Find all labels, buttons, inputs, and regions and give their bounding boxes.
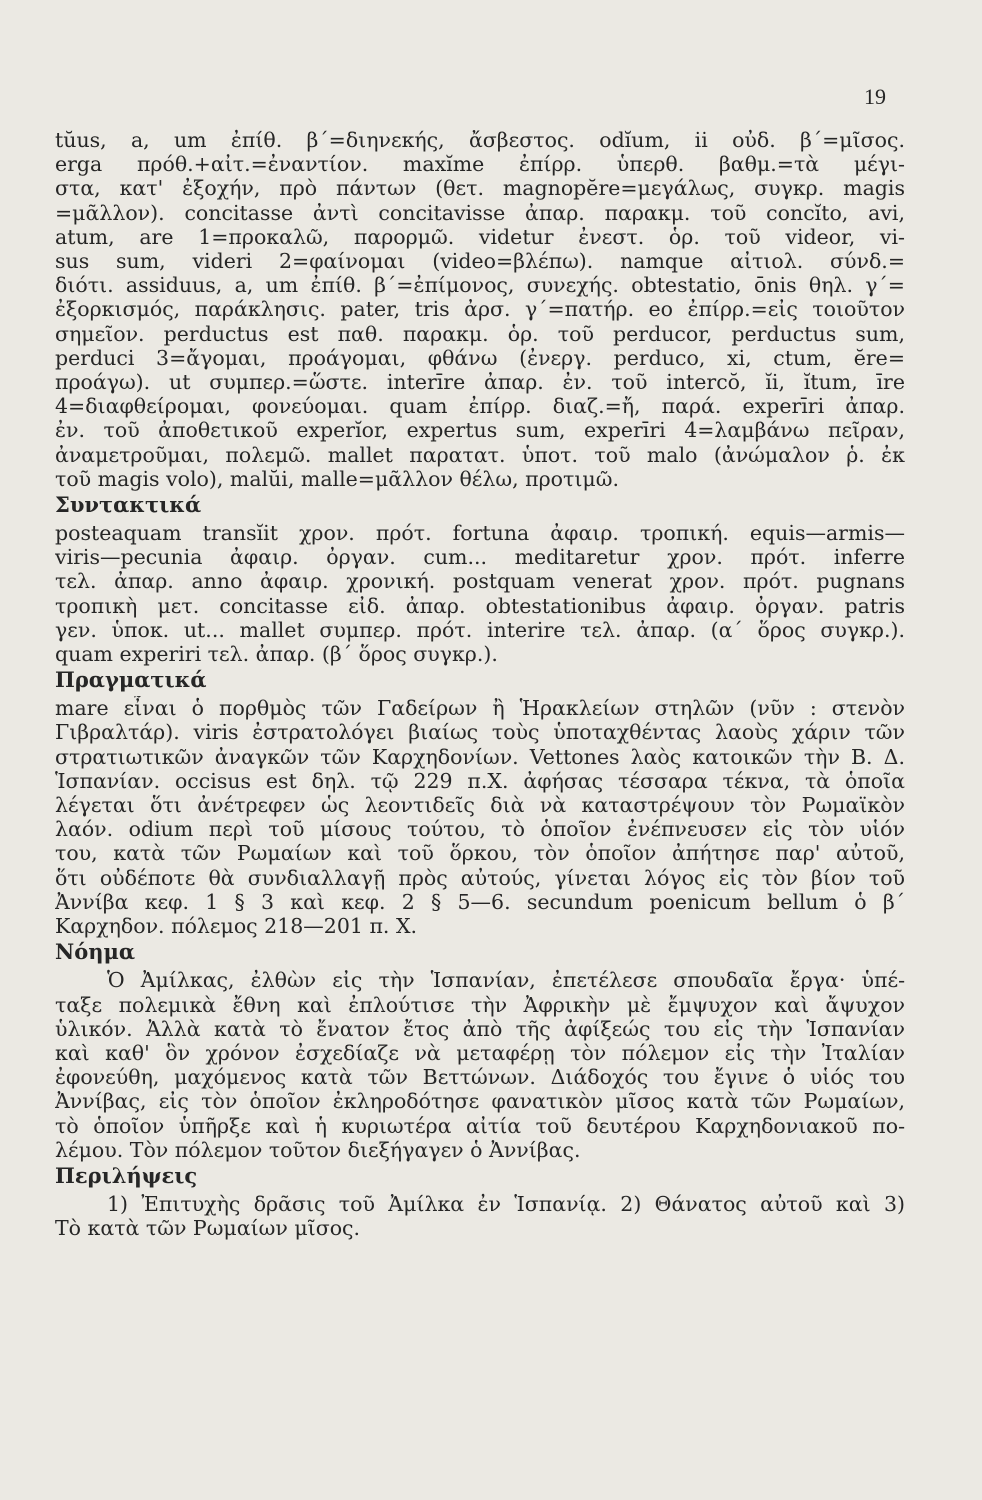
pragmatika-line: Ἀννίβα κεφ. 1 § 3 καὶ κεφ. 2 § 5—6. secundum poenicum bellum ὁ β΄ <box>55 889 905 914</box>
perilipseis-heading: Περιλήψεις <box>55 1162 198 1188</box>
vocabulary-line: sus sum, videri 2=φαίνομαι (video=βλέπω). namque αἰτιολ. σύνδ.= <box>55 249 905 274</box>
pragmatika-line: ὅτι οὐδέποτε θὰ συνδιαλλαγῇ πρὸς αὐτούς, γίνεται λόγος εἰς τὸν βίον τοῦ <box>55 865 905 890</box>
syntaktika-line: τροπικὴ μετ. concitasse εἰδ. ἀπαρ. obtestationibus ἀφαιρ. ὀργαν. patris <box>55 593 905 618</box>
vocabulary-line: =μᾶλλον). concitasse ἀντὶ concitavisse ἀπαρ. παρακμ. τοῦ concĭto, avi, <box>55 200 905 225</box>
syntaktika-line: γεν. ὑποκ. ut... mallet συμπερ. πρότ. interire τελ. ἀπαρ. (α΄ ὅρος συγκρ.). <box>55 617 905 642</box>
noima-line: ἐφονεύθη, μαχόμενος κατὰ τῶν Βεττώνων. Διάδοχός του ἔγινε ὁ υἱός του <box>55 1065 905 1090</box>
vocabulary-line: ἀναμετροῦμαι, πολεμῶ. mallet παρατατ. ὑποτ. τοῦ malo (ἀνώμαλον ῥ. ἐκ <box>55 442 905 467</box>
noima-line: Ἀννίβας, εἰς τὸν ὁποῖον ἐκληροδότησε φανατικὸν μῖσος κατὰ τῶν Ρωμαίων, <box>55 1089 905 1114</box>
pragmatika-heading: Πραγματικά <box>55 667 207 693</box>
vocabulary-line: perduci 3=ἄγομαι, προάγομαι, φθάνω (ἐνεργ. perduco, xi, ctum, ĕre= <box>55 345 905 370</box>
syntaktika-line: τελ. ἀπαρ. anno ἀφαιρ. χρονική. postquam venerat χρον. πρότ. pugnans <box>55 569 905 594</box>
syntaktika-section <box>55 492 905 666</box>
vocabulary-line: ἐν. τοῦ ἀποθετικοῦ experĭor, expertus sum, experīri 4=λαμβάνω πεῖραν, <box>55 418 905 443</box>
page-number: 19 <box>864 84 886 109</box>
pragmatika-line: Ἱσπανίαν. occisus est δηλ. τῷ 229 π.Χ. ἀφήσας τέσσαρα τέκνα, τὰ ὁποῖα <box>55 768 905 793</box>
pragmatika-line: λαόν. odium περὶ τοῦ μίσους τούτου, τὸ ὁποῖον ἐνέπνευσεν εἰς τὸν υἱόν <box>55 817 905 842</box>
vocabulary-line: τοῦ magis volo), malŭi, malle=μᾶλλον θέλω, προτιμῶ. <box>55 466 619 491</box>
noima-line: τὸ ὁποῖον ὑπῆρξε καὶ ἡ κυριωτέρα αἰτία τοῦ δευτέρου Καρχηδονιακοῦ πο- <box>55 1113 905 1138</box>
noima-line: ὑλικόν. Ἀλλὰ κατὰ τὸ ἔνατον ἔτος ἀπὸ τῆς ἀφίξεώς του εἰς τὴν Ἱσπανίαν <box>55 1016 905 1041</box>
syntaktika-line: posteaquam transĭit χρον. πρότ. fortuna ἀφαιρ. τροπική. equis—armis— <box>55 521 905 546</box>
perilipseis-line: Τὸ κατὰ τῶν Ρωμαίων μῖσος. <box>55 1216 361 1241</box>
noima-section <box>55 939 905 1162</box>
vocabulary-line: 4=διαφθείρομαι, φονεύομαι. quam ἐπίρρ. διαζ.=ἤ, παρά. experīri ἀπαρ. <box>55 394 905 419</box>
vocabulary-line: προάγω). ut συμπερ.=ὥστε. interīre ἀπαρ. ἐν. τοῦ intercŏ, ĭi, ĭtum, īre <box>55 370 905 395</box>
vocabulary-line: ἐξορκισμός, παράκλησις. pater, tris ἀρσ. γ΄=πατήρ. eo ἐπίρρ.=εἰς τοιοῦτον <box>55 297 905 322</box>
perilipseis-section <box>55 1163 905 1240</box>
vocabulary-line: tŭus, a, um ἐπίθ. β΄=διηνεκής, ἄσβεστος. odĭum, ii οὐδ. β΄=μῖσος. <box>55 128 905 152</box>
page-content <box>55 128 905 1240</box>
pragmatika-line: του, κατὰ τῶν Ρωμαίων καὶ τοῦ ὅρκου, τὸν ὁποῖον ἀπήτησε παρ' αὐτοῦ, <box>55 841 905 866</box>
vocabulary-line: atum, are 1=προκαλῶ, παρορμῶ. videtur ἐνεστ. ὁρ. τοῦ videor, vi- <box>55 224 905 249</box>
perilipseis-line: 1) Ἐπιτυχὴς δρᾶσις τοῦ Ἀμίλκα ἐν Ἱσπανίᾳ. 2) Θάνατος αὐτοῦ καὶ 3) <box>107 1191 905 1216</box>
pragmatika-line: στρατιωτικῶν ἀναγκῶν τῶν Καρχηδονίων. Vettones λαὸς κατοικῶν τὴν Β. Δ. <box>55 744 905 769</box>
pragmatika-line: λέγεται ὅτι ἀνέτρεφεν ὡς λεοντιδεῖς διὰ νὰ καταστρέψουν τὸν Ρωμαϊκὸν <box>55 793 905 818</box>
vocabulary-line: στα, κατ' ἐξοχήν, πρὸ πάντων (θετ. magnopĕre=μεγάλως, συγκρ. magis <box>55 176 905 201</box>
syntaktika-heading: Συντακτικά <box>55 492 202 518</box>
noima-line: καὶ καθ' ὃν χρόνον ἐσχεδίαζε νὰ μεταφέρῃ τὸν πόλεμον εἰς τὴν Ἰταλίαν <box>55 1040 905 1065</box>
noima-line: λέμου. Τὸν πόλεμον τοῦτον διεξήγαγεν ὁ Ἀννίβας. <box>55 1137 581 1162</box>
vocabulary-line: διότι. assiduus, a, um ἐπίθ. β΄=ἐπίμονος, συνεχής. obtestatio, ōnis θηλ. γ΄= <box>55 273 905 298</box>
syntaktika-line: quam experiri τελ. ἀπαρ. (β΄ ὅρος συγκρ.). <box>55 642 498 667</box>
noima-line: ταξε πολεμικὰ ἔθνη καὶ ἐπλούτισε τὴν Ἀφρικὴν μὲ ἔμψυχον καὶ ἄψυχον <box>55 992 905 1017</box>
noima-heading: Νόημα <box>55 939 136 965</box>
pragmatika-line: Γιβραλτάρ). viris ἐστρατολόγει βιαίως τοὺς ὑποταχθέντας λαοὺς χάριν τῶν <box>55 720 905 745</box>
pragmatika-section <box>55 667 905 938</box>
pragmatika-line: mare εἶναι ὁ πορθμὸς τῶν Γαδείρων ἢ Ἡρακλείων στηλῶν (νῦν : στενὸν <box>55 696 905 721</box>
vocabulary-line: σημεῖον. perductus est παθ. παρακμ. ὁρ. τοῦ perducor, perductus sum, <box>55 321 905 346</box>
syntaktika-line: viris—pecunia ἀφαιρ. ὀργαν. cum... meditaretur χρον. πρότ. inferre <box>55 545 905 570</box>
vocabulary-line: erga πρόθ.+αἰτ.=ἐναντίον. maxĭme ἐπίρρ. ὑπερθ. βαθμ.=τὰ μέγι- <box>55 152 905 177</box>
noima-line: Ὁ Ἀμίλκας, ἐλθὼν εἰς τὴν Ἱσπανίαν, ἐπετέλεσε σπουδαῖα ἔργα· ὑπέ- <box>107 968 905 993</box>
pragmatika-line: Καρχηδον. πόλεμος 218—201 π. Χ. <box>55 914 418 939</box>
vocabulary-section <box>55 128 905 491</box>
